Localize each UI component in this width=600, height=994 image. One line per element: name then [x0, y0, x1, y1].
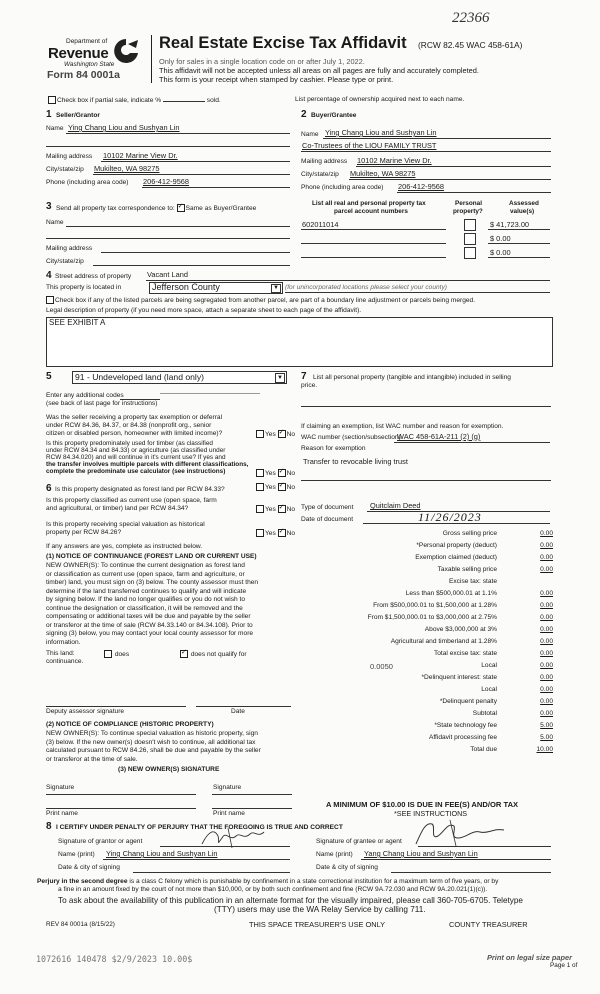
- notice-2-title: (2) NOTICE OF COMPLIANCE (HISTORIC PROPERTY): [46, 721, 214, 728]
- sec3-number: 3: [46, 201, 52, 212]
- sec5-number: 5: [46, 371, 52, 382]
- exemption-label: Exemption claimed (deduct): [415, 554, 497, 561]
- sec2-phone-label: Phone (including area code): [301, 184, 384, 191]
- no-checkbox[interactable]: [278, 469, 286, 477]
- processing-fee-label: Affidavit processing fee: [428, 734, 497, 741]
- located-label: This property is located in: [46, 284, 122, 291]
- sec7-text-2: price.: [301, 382, 318, 389]
- chevron-down-icon[interactable]: ▼: [275, 373, 285, 383]
- yes-checkbox[interactable]: [256, 430, 264, 438]
- personal-property-checkbox[interactable]: [464, 219, 476, 231]
- seller-name[interactable]: Ying Chang Liou and Sushyan Lin: [68, 123, 180, 132]
- sec5-q2c: RCW 84.34.020) and will continue in it's current use? If yes and: [46, 454, 226, 461]
- form-rcw: (RCW 82.45 WAC 458-61A): [418, 40, 523, 50]
- sec1-phone-label: Phone (including area code): [46, 179, 129, 186]
- subtotal-label: Subtotal: [472, 710, 497, 717]
- legal-description-field[interactable]: SEE EXHIBIT A: [46, 317, 553, 367]
- personal-property-checkbox[interactable]: [464, 247, 476, 259]
- new-owner-signature-label-2: Signature: [213, 784, 242, 791]
- county-note: (for unincorporated locations please select your county): [285, 284, 448, 291]
- buyer-city[interactable]: Mukilteo, WA 98275: [350, 169, 416, 178]
- delinquent-penalty-label: *Delinquent penalty: [439, 698, 497, 705]
- codes-label: Enter any additional codes: [46, 392, 124, 399]
- treasurer-use: THIS SPACE TREASURER'S USE ONLY: [249, 920, 386, 929]
- does-not-qualify-checkbox[interactable]: [180, 650, 188, 658]
- notice-1-body: NEW OWNER(S): To continue the current designation as forest land or classification as current use (open space, farm and agriculture, or timber) land, you must sign on (3) below. The county assessor must then determine if the land transferred continues to qualify and will indicate by signing below. If the land no longer qualifies or you do not wish to continue the designation or classification, it will be removed and the compensating or additional taxes will be due and payable by the seller or transferor at the time of sale (RCW 84.33.140 or 84.34.108). Prior to signing (3) below, you may contact your local county assessor for more information.: [46, 562, 259, 646]
- perjury-line-1: Perjury in the second degree is a class C felony which is punishable by confinement in a state correctional institution for a maximum term of five years, or by: [37, 878, 499, 885]
- partial-sale-checkbox[interactable]: [48, 96, 56, 104]
- alt-format-line-2: (TTY) users may use the WA Relay Service by calling 711.: [214, 905, 426, 914]
- notice-3-title: (3) NEW OWNER(S) SIGNATURE: [118, 766, 220, 773]
- sec7-number: 7: [301, 371, 307, 382]
- personal-property-value[interactable]: 0.00: [540, 542, 553, 549]
- assessed-header: Assessed: [509, 200, 539, 207]
- delinquent-interest-label: *Delinquent interest: state: [421, 674, 497, 681]
- seller-city[interactable]: Mukilteo, WA 98275: [94, 164, 160, 173]
- grantee-print-name[interactable]: Yang Chang Liou and Sushyan Lin: [364, 849, 478, 858]
- page-indicator: Page 1 of: [550, 962, 578, 969]
- sec6-q1: Is this property designated as forest land per RCW 84.33?: [55, 486, 225, 493]
- sec5-q1-answer: Yes ✓ No: [256, 430, 295, 438]
- delinquent-local-label: Local: [481, 686, 497, 693]
- seller-mailing-address[interactable]: 10102 Marine View Dr.: [103, 151, 178, 160]
- revenue-logo-text: Revenue: [48, 45, 109, 62]
- revision-number: REV 84 0001a (8/15/22): [46, 921, 115, 928]
- buyer-name-line-2[interactable]: Co-Trustees of the LIOU FAMILY TRUST: [302, 141, 437, 150]
- tier-2-value[interactable]: 0.00: [540, 602, 553, 609]
- print-legal-note: Print on legal size paper: [487, 953, 573, 962]
- grantee-date-label: Date & city of signing: [316, 864, 378, 871]
- grantor-print-name[interactable]: Ying Chang Liou and Sushyan Lin: [106, 849, 218, 858]
- does-option: does: [104, 650, 129, 658]
- tech-fee-label: *State technology fee: [434, 722, 497, 729]
- header-divider: [151, 35, 152, 83]
- sec6-q2b: and agricultural, or timber) land per RCW 84.34?: [46, 505, 189, 512]
- tier-1-label: Less than $500,000.01 at 1.1%: [405, 590, 497, 597]
- revenue-logo-icon: [110, 36, 142, 66]
- buyer-mailing-address[interactable]: 10102 Marine View Dr.: [357, 156, 432, 165]
- grantor-name-label: Name (print): [58, 851, 95, 858]
- sec6-q1-answer: Yes ✓ No: [256, 483, 295, 491]
- doctype-label: Type of document: [301, 504, 354, 511]
- personal-property-label: *Personal property (deduct): [416, 542, 497, 549]
- sec6-q3: Is this property receiving special valuation as historical: [46, 521, 205, 528]
- yes-checkbox[interactable]: [256, 483, 264, 491]
- assessed-value[interactable]: $ 41,723.00: [490, 220, 530, 229]
- parcel-number[interactable]: 602011014: [302, 220, 339, 229]
- codes-note: (see back of last page for instructions): [46, 400, 158, 407]
- parcel-header: List all real and personal property tax: [312, 200, 426, 207]
- tier-4-value[interactable]: 0.00: [540, 626, 553, 633]
- gross-price-value[interactable]: 0.00: [540, 530, 553, 537]
- grantor-sig-label: Signature of grantor or agent: [58, 838, 143, 845]
- header-line-2: This affidavit will not be accepted unless all areas on all pages are fully and accurately completed.: [159, 66, 479, 75]
- ownership-note: List percentage of ownership acquired next to each name.: [295, 96, 465, 103]
- ag-timber-value[interactable]: 0.00: [540, 638, 553, 645]
- assessed-value[interactable]: $ 0.00: [490, 234, 511, 243]
- certify-text: I CERTIFY UNDER PENALTY OF PERJURY THAT THE FOREGOING IS TRUE AND CORRECT: [56, 824, 343, 831]
- yes-checkbox[interactable]: [256, 529, 264, 537]
- document-type[interactable]: Quitclaim Deed: [370, 501, 421, 510]
- tier-2-label: From $500,000.01 to $1,500,000 at 1.28%: [373, 602, 497, 609]
- dept-line: Department of: [66, 38, 108, 45]
- sec6-number: 6: [46, 483, 52, 494]
- grantor-signature[interactable]: [198, 822, 268, 850]
- sec1-number: 1: [46, 109, 52, 120]
- processing-fee-value[interactable]: 5.00: [540, 734, 553, 741]
- sec3-text: Send all property tax correspondence to: ✓ Same as Buyer/Grantee: [56, 204, 256, 212]
- buyer-phone[interactable]: 206-412-9568: [398, 182, 445, 191]
- personal-property-checkbox[interactable]: [464, 233, 476, 245]
- tier-4-label: Above $3,000,000 at 3%: [424, 626, 497, 633]
- no-checkbox[interactable]: [278, 483, 286, 491]
- sec6-q3b: property per RCW 84.26?: [46, 529, 122, 536]
- sec4-number: 4: [46, 270, 52, 281]
- sec1-mail-label: Mailing address: [46, 153, 93, 160]
- local-label: Local: [481, 662, 497, 669]
- partial-sale-row: Check box if partial sale, indicate % sold.: [48, 96, 221, 104]
- excise-state-label: Excise tax: state: [448, 578, 497, 585]
- sec5-q2d: the transfer involves multiple parcels with different classifications,: [46, 461, 249, 468]
- document-date[interactable]: 11/26/2023: [418, 510, 482, 524]
- perjury-line-2: a fine in an amount fixed by the court of not more than $10,000, or by both such confinement and fine (RCW 9A.72.030 and RCW 9A.20.021(1)(c)).: [58, 886, 488, 893]
- delinquent-local-value[interactable]: 0.00: [540, 686, 553, 693]
- sec5-q2b: under RCW 84.34 and 84.33) or agriculture (as classified under: [46, 447, 226, 454]
- sec2-number: 2: [301, 109, 307, 120]
- taxable-price-value[interactable]: 0.00: [540, 566, 553, 573]
- exempt-note: If claiming an exemption, list WAC number and reason for exemption.: [301, 423, 504, 430]
- sec5-q2-answer: Yes ✓ No: [256, 469, 295, 477]
- grantee-sig-label: Signature of grantee or agent: [316, 838, 402, 845]
- sec2-name-label: Name: [301, 131, 319, 138]
- no-checkbox[interactable]: [278, 430, 286, 438]
- tech-fee-value[interactable]: 5.00: [540, 722, 553, 729]
- grantor-date-label: Date & city of signing: [58, 864, 120, 871]
- notice-1-title: (1) NOTICE OF CONTINUANCE (FOREST LAND OR CURRENT USE): [46, 553, 257, 560]
- wac-number[interactable]: WAC 458-61A-211 (2) (g): [397, 432, 481, 441]
- segregated-checkbox[interactable]: [46, 296, 54, 304]
- legal-label: Legal description of property (if you need more space, attach a separate sheet to each page of the affidavit).: [46, 307, 362, 314]
- docdate-label: Date of document: [301, 516, 354, 523]
- alt-format-line-1: To ask about the availability of this publication in an alternate format for the visually impaired, please call 360-705-6705. Teletype: [58, 896, 523, 905]
- land-use-select[interactable]: 91 - Undeveloped land (land only) ▼: [72, 371, 287, 384]
- subtotal-value[interactable]: 0.00: [540, 710, 553, 717]
- does-qualify-checkbox[interactable]: [104, 650, 112, 658]
- this-land-label: This land:: [46, 650, 75, 657]
- assessed-header-2: value(s): [510, 208, 535, 215]
- sec3-name-label: Name: [46, 219, 64, 226]
- sec5-q1b: under RCW 84.36, 84.37, or 84.38 (nonprofit org., senior: [46, 422, 212, 429]
- grantee-signature[interactable]: [410, 816, 510, 848]
- local-rate: 0.0050: [370, 662, 393, 671]
- sec3-mail-label: Mailing address: [46, 245, 93, 252]
- tier-3-label: From $1,500,000.01 to $3,000,000 at 2.75%: [367, 614, 497, 621]
- total-excise-label: Total excise tax: state: [433, 650, 497, 657]
- form-number: Form 84 0001a: [47, 69, 120, 81]
- property-street[interactable]: Vacant Land: [147, 270, 188, 279]
- sec3-city-label: City/state/zip: [46, 258, 84, 265]
- sec2-title: Buyer/Grantee: [311, 112, 357, 119]
- state-label: Washington State: [64, 61, 115, 68]
- tier-1-value[interactable]: 0.00: [540, 590, 553, 597]
- total-due-value[interactable]: 10.00: [536, 746, 553, 753]
- sec5-q2: Is this property predominately used for timber (as classified: [46, 440, 213, 447]
- chevron-down-icon[interactable]: ▼: [271, 284, 281, 293]
- handwritten-number: 22366: [452, 10, 490, 26]
- wac-label: WAC number (section/subsection): [301, 434, 401, 441]
- county-treasurer: COUNTY TREASURER: [449, 920, 528, 929]
- same-as-buyer-checkbox[interactable]: [177, 204, 185, 212]
- personal-header-2: property?: [453, 208, 483, 215]
- yes-checkbox[interactable]: [256, 469, 264, 477]
- gross-price-label: Gross selling price: [442, 530, 497, 537]
- seller-phone[interactable]: 206-412-9568: [143, 177, 190, 186]
- delinquent-penalty-value[interactable]: 0.00: [540, 698, 553, 705]
- does-not-option: ✓ does not qualify for: [180, 650, 247, 658]
- sec2-city-label: City/state/zip: [301, 171, 339, 178]
- sec1-name-label: Name: [46, 125, 64, 132]
- assessed-value[interactable]: $ 0.00: [490, 248, 511, 257]
- sec5-q1c: citizen or disabled person, homeowner with limited income)?: [46, 430, 223, 437]
- new-owner-print-label: Print name: [46, 810, 78, 817]
- sec6-q2: Is this property classified as current use (open space, farm: [46, 497, 217, 504]
- local-value[interactable]: 0.00: [540, 662, 553, 669]
- see-instructions: *SEE INSTRUCTIONS: [394, 809, 468, 818]
- ag-timber-label: Agricultural and timberland at 1.28%: [390, 638, 497, 645]
- sec1-title: Seller/Grantor: [56, 112, 100, 119]
- sec6-q3-answer: Yes ✓ No: [256, 529, 295, 537]
- taxable-price-label: Taxable selling price: [437, 566, 497, 573]
- reason-label: Reason for exemption: [301, 445, 366, 452]
- buyer-name[interactable]: Ying Chang Liou and Sushyan Lin: [325, 128, 437, 137]
- deputy-date-label: Date: [231, 708, 245, 715]
- sec6-note: If any answers are yes, complete as instructed below.: [46, 543, 203, 550]
- header-line-3: This form is your receipt when stamped by cashier. Please type or print.: [159, 75, 394, 84]
- sec1-city-label: City/state/zip: [46, 166, 84, 173]
- tier-3-value[interactable]: 0.00: [540, 614, 553, 621]
- total-excise-value[interactable]: 0.00: [540, 650, 553, 657]
- county-select[interactable]: Jefferson County ▼: [149, 282, 283, 294]
- total-due-label: Total due: [470, 746, 497, 753]
- form-title: Real Estate Excise Tax Affidavit: [159, 34, 407, 52]
- new-owner-print-label-2: Print name: [213, 810, 245, 817]
- sec2-mail-label: Mailing address: [301, 158, 348, 165]
- sec5-q1: Was the seller receiving a property tax exemption or deferral: [46, 414, 223, 421]
- sec6-q2-answer: Yes ✓ No: [256, 505, 295, 513]
- grantee-name-label: Name (print): [316, 851, 353, 858]
- new-owner-signature-label: Signature: [46, 784, 75, 791]
- sec7-text: List all personal property (tangible and intangible) included in selling: [313, 374, 511, 381]
- notice-2-body: NEW OWNER(S): To continue special valuation as historic property, sign (3) below. If the new owner(s) doesn't wish to continue, all additional tax calculated pursuant to RCW 84.26, shall be due and payable by the seller or transferor at the time of sale.: [46, 730, 261, 763]
- street-label: Street address of property: [55, 273, 132, 280]
- header-line-1: Only for sales in a single location code on or after July 1, 2022.: [159, 57, 365, 66]
- no-checkbox[interactable]: [278, 529, 286, 537]
- sec5-q2e: complete the predominate use calculator (see instructions): [46, 468, 226, 475]
- segregated-row: Check box if any of the listed parcels are being segregated from another parcel, are part of a boundary line adjustment or parcels being merged.: [46, 296, 475, 304]
- parcel-header-2: parcel account numbers: [334, 208, 408, 215]
- delinquent-interest-value[interactable]: 0.00: [540, 674, 553, 681]
- tax-calc: [300, 530, 555, 830]
- receipt-stamp: 1072616 140478 $2/9/2023 10.00$: [36, 954, 193, 964]
- yes-checkbox[interactable]: [256, 505, 264, 513]
- sec8-number: 8: [46, 821, 52, 832]
- exemption-value[interactable]: 0.00: [540, 554, 553, 561]
- minimum-notice: A MINIMUM OF $10.00 IS DUE IN FEE(S) AND/OR TAX: [326, 800, 519, 809]
- continuance-label: continuance.: [46, 658, 84, 665]
- personal-header: Personal: [455, 200, 482, 207]
- exemption-reason[interactable]: Transfer to revocable living trust: [303, 457, 408, 466]
- deputy-signature-label: Deputy assessor signature: [46, 708, 125, 715]
- no-checkbox[interactable]: [278, 505, 286, 513]
